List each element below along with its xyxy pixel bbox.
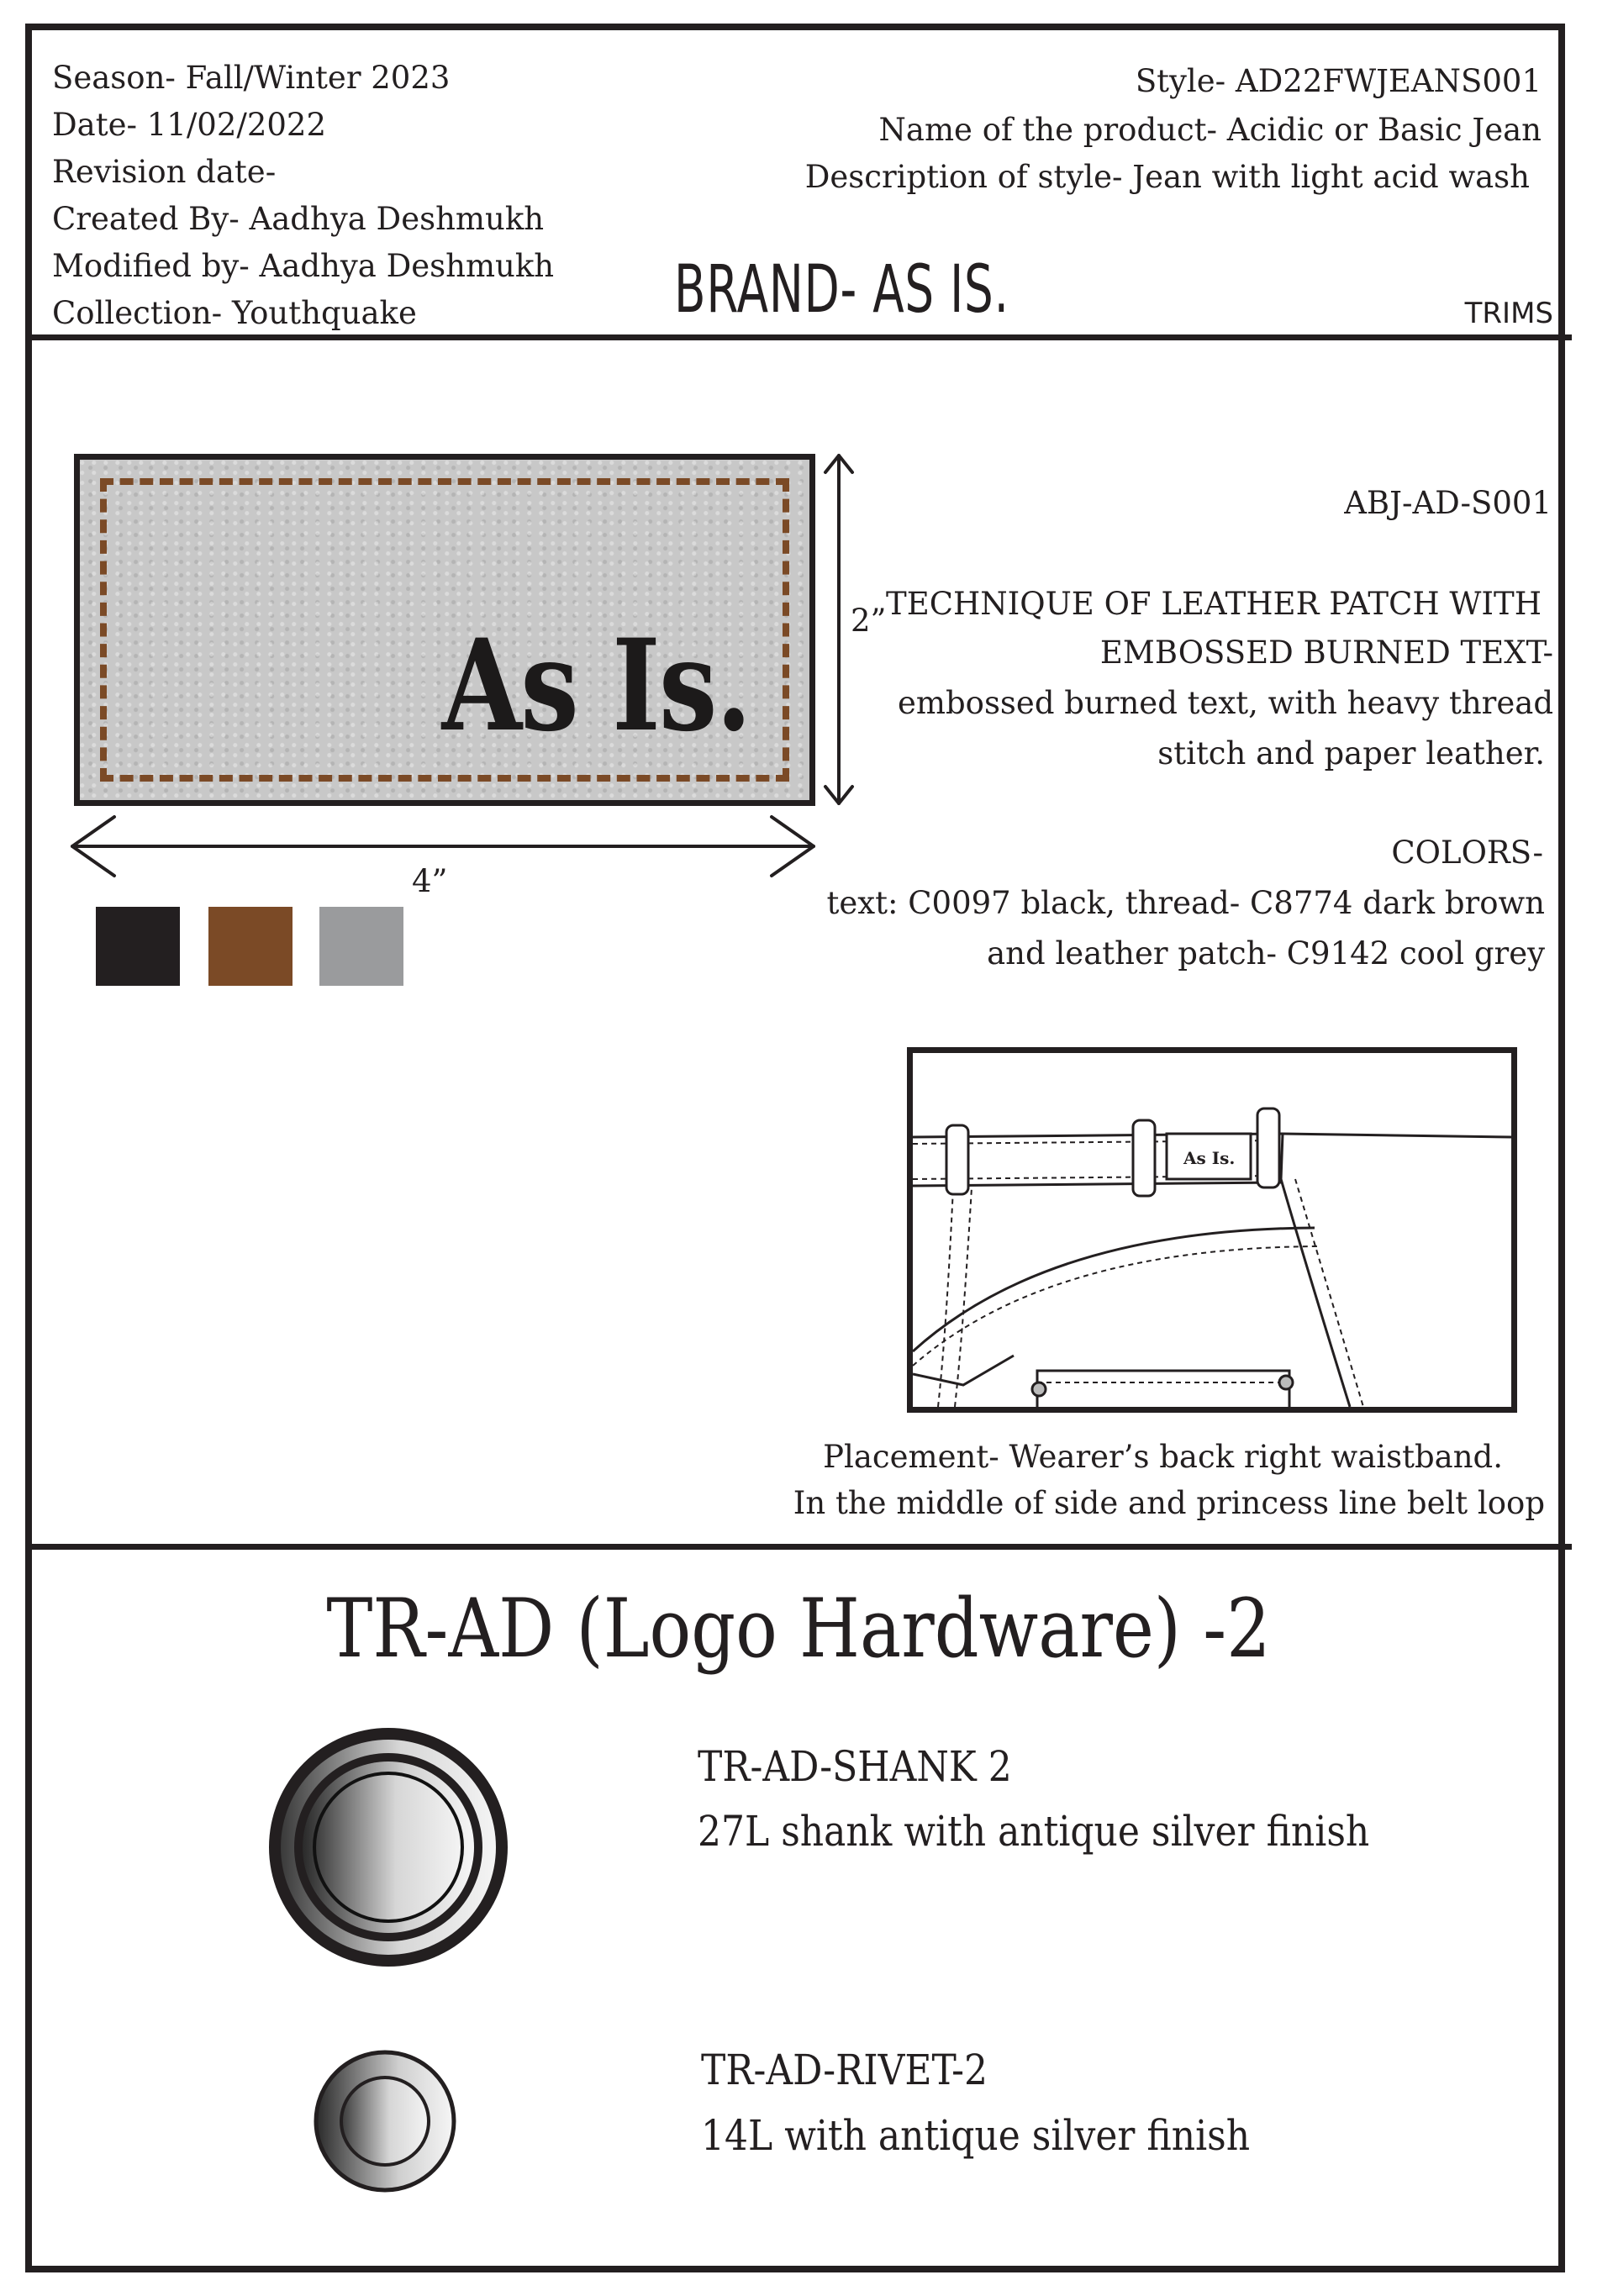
- rivet-icon: [316, 2052, 454, 2190]
- modified-by-text: Modified by- Aadhya Deshmukh: [52, 248, 555, 284]
- placement-patch-text: As Is.: [1183, 1148, 1236, 1168]
- placement-line-1: Placement- Wearer’s back right waistband.: [823, 1439, 1503, 1475]
- shank-code: TR-AD-SHANK 2: [698, 1742, 1012, 1791]
- product-name-text: Name of the product- Acidic or Basic Jean: [878, 112, 1542, 148]
- rivet-code: TR-AD-RIVET-2: [701, 2046, 988, 2094]
- technique-line-2: EMBOSSED BURNED TEXT-: [1099, 635, 1553, 671]
- collection-text: Collection- Youthquake: [52, 295, 417, 331]
- revision-date-text: Revision date-: [52, 154, 277, 190]
- swatch-grey: [319, 907, 403, 986]
- style-text: Style- AD22FWJEANS001: [1135, 63, 1542, 99]
- patch-logo-text: As Is.: [441, 612, 751, 760]
- colors-line-1: text: C0097 black, thread- C8774 dark brown: [826, 885, 1545, 921]
- created-by-text: Created By- Aadhya Deshmukh: [52, 201, 545, 237]
- brand-title: BRAND- AS IS.: [674, 252, 1009, 328]
- placement-line-2: In the middle of side and princess line belt loop: [793, 1485, 1545, 1521]
- technique-line-3: embossed burned text, with heavy thread: [898, 685, 1553, 721]
- width-label: 4”: [412, 863, 448, 899]
- style-description-text: Description of style- Jean with light acid wash: [804, 159, 1530, 195]
- rivet-description: 14L with antique silver finish: [701, 2111, 1251, 2160]
- height-label: 2”: [851, 603, 887, 639]
- colors-line-2: and leather patch- C9142 cool grey: [987, 935, 1545, 972]
- swatch-brown: [208, 907, 293, 986]
- technique-line-1: TECHNIQUE OF LEATHER PATCH WITH: [886, 586, 1542, 622]
- hardware-section-title: TR-AD (Logo Hardware) -2: [326, 1582, 1271, 1676]
- swatch-black: [96, 907, 180, 986]
- patch-code: ABJ-AD-S001: [1344, 485, 1552, 521]
- technique-line-4: stitch and paper leather.: [1157, 735, 1545, 771]
- season-text: Season- Fall/Winter 2023: [52, 60, 451, 96]
- shank-description: 27L shank with antique silver finish: [698, 1807, 1370, 1856]
- colors-heading: COLORS-: [1391, 835, 1543, 871]
- hardware-drawings: [252, 1723, 521, 2210]
- jeans-back-waistband-drawing: [913, 1053, 1511, 1407]
- placement-illustration: [907, 1047, 1517, 1413]
- shank-button-icon: [269, 1728, 508, 1967]
- date-text: Date- 11/02/2022: [52, 107, 327, 143]
- trims-label: TRIMS: [1464, 297, 1553, 330]
